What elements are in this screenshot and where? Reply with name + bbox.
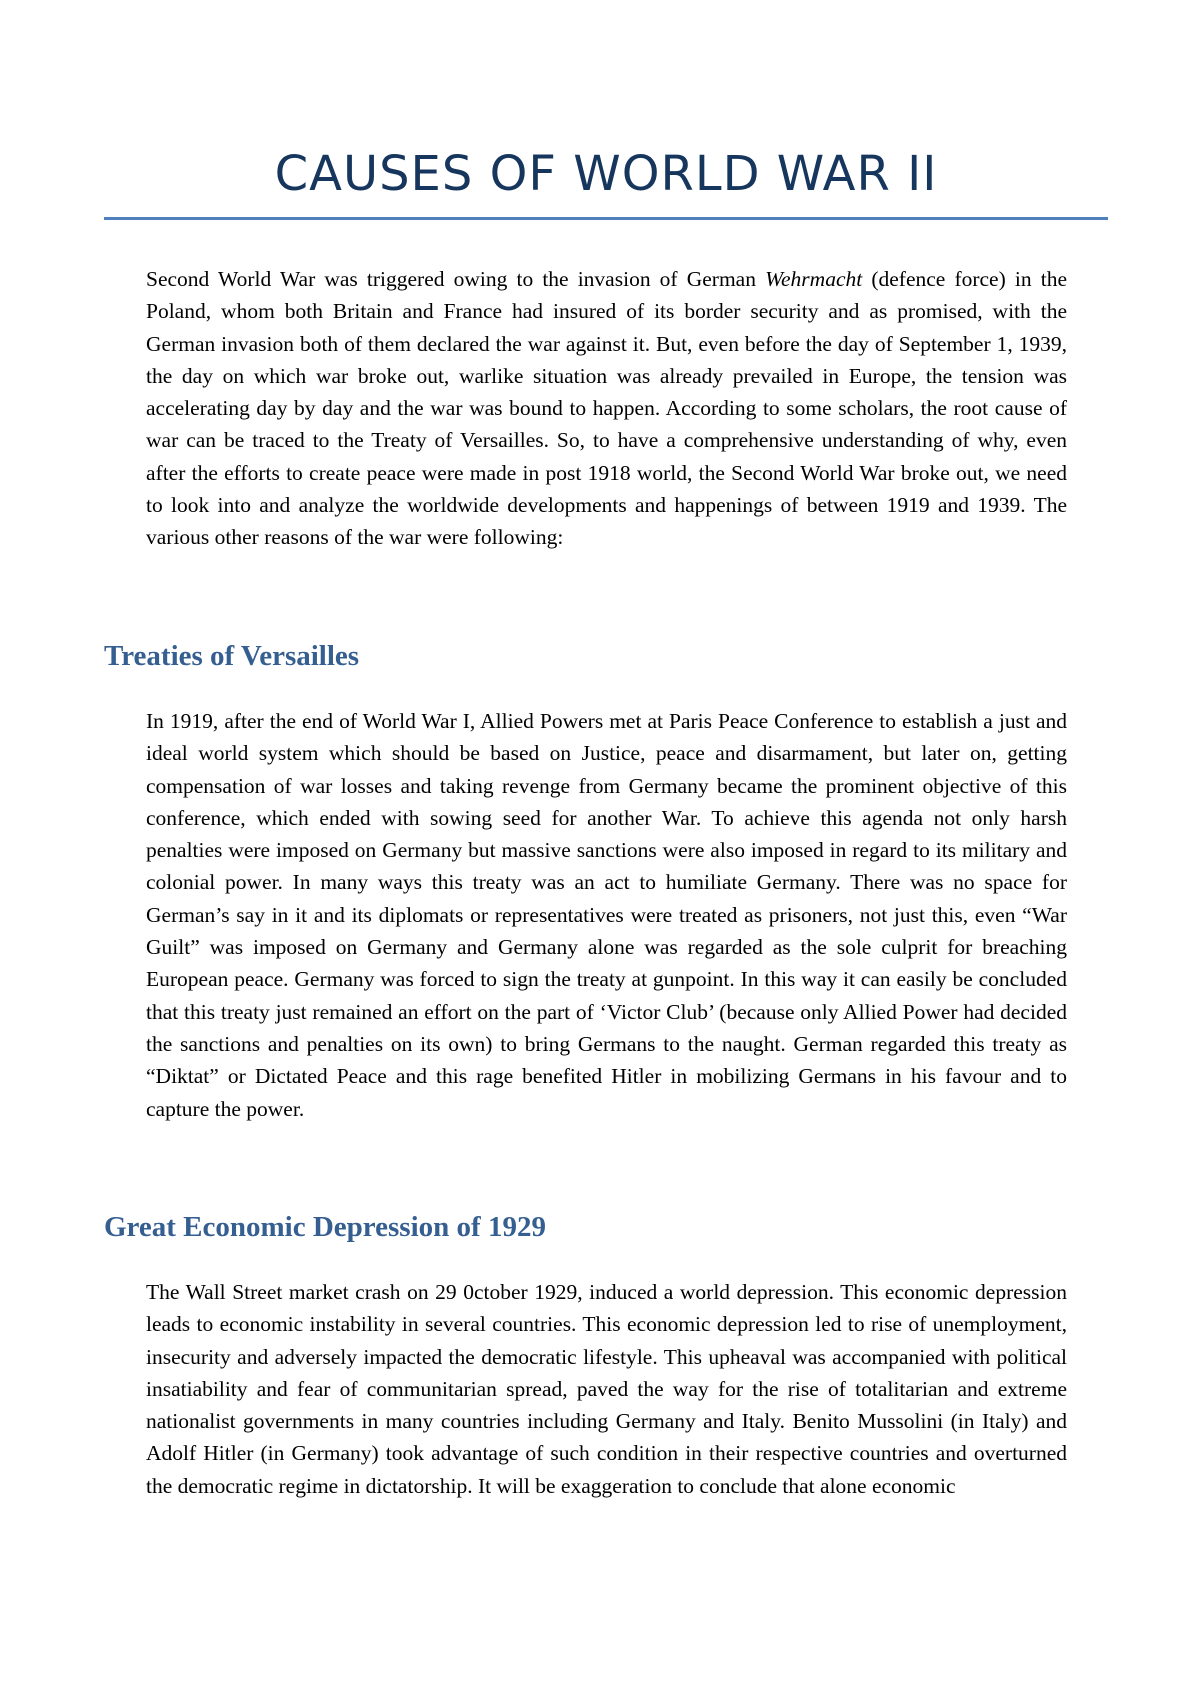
section-heading-versailles: Treaties of Versailles [104, 640, 360, 672]
section-paragraph-versailles: In 1919, after the end of World War I, Allied Powers met at Paris Peace Conference to establish a just and ideal world system which should be based on Justice, peace and disarmament, but later on, getting compensation of war losses and taking revenge from Germany became the prominent objective of this conference, which ended with sowing seed for another War. To achieve this agenda not only harsh penalties were imposed on Germany but massive sanctions were also imposed in regard to its military and colonial power. In many ways this treaty was an act to humiliate Germany. There was no space for German’s say in it and its diplomats or representatives were treated as prisoners, not just this, even “War Guilt” was imposed on Germany and Germany alone was regarded as the sole culprit for breaching European peace. Germany was forced to sign the treaty at gunpoint. In this way it can easily be concluded that this treaty just remained an effort on the part of ‘Victor Club’ (because only Allied Power had decided the sanctions and penalties on its own) to bring Germans to the naught. German regarded this treaty as “Diktat” or Dictated Peace and this rage benefited Hitler in mobilizing Germans in his favour and to capture the power. [146, 709, 1067, 1121]
intro-paragraph [146, 263, 1067, 554]
section-heading-depression: Great Economic Depression of 1929 [104, 1211, 546, 1243]
intro-text-end: (defence force) in the Poland, whom both Britain and France had insured of its border security and as promised, with the German invasion both of them declared the war against it. But, even before the day of September 1, 1939, the day on which war broke out, warlike situation was already prevailed in Europe, the tension was accelerating day by day and the war was bound to happen. According to some scholars, the root cause of war can be traced to the Treaty of Versailles. So, to have a comprehensive understanding of why, even after the efforts to create peace were made in post 1918 world, the Second World War broke out, we need to look into and analyze the worldwide developments and happenings of between 1919 and 1939. The various other reasons of the war were following: [146, 267, 1067, 550]
intro-text-start: Second World War was triggered owing to the invasion of German [146, 267, 766, 291]
document-title: CAUSES OF WORLD WAR II [274, 146, 938, 202]
section-paragraph-depression: The Wall Street market crash on 29 0ctober 1929, induced a world depression. This economic depression leads to economic instability in several countries. This economic depression led to rise of unemployment, insecurity and adversely impacted the democratic lifestyle. This upheaval was accompanied with political insatiability and fear of communitarian spread, paved the way for the rise of totalitarian and extreme nationalist governments in many countries including Germany and Italy. Benito Mussolini (in Italy) and Adolf Hitler (in Germany) took advantage of such condition in their respective countries and overturned the democratic regime in dictatorship. It will be exaggeration to conclude that alone economic [146, 1280, 1067, 1498]
title-underline-rule [104, 217, 1108, 220]
intro-emphasis: Wehrmacht [765, 267, 863, 291]
